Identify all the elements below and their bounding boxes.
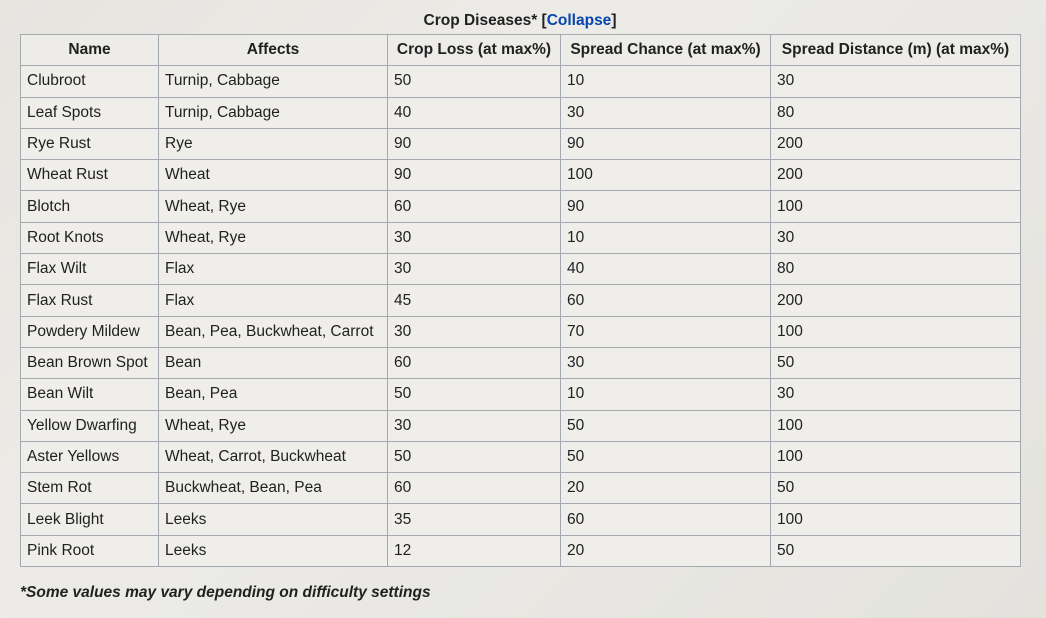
cell-affects: Bean, Pea: [159, 379, 388, 410]
cell-spread-chance: 30: [561, 347, 771, 378]
cell-affects: Rye: [159, 128, 388, 159]
cell-name: Pink Root: [21, 535, 159, 566]
cell-spread-chance: 60: [561, 504, 771, 535]
cell-spread-distance: 100: [771, 316, 1021, 347]
cell-name: Wheat Rust: [21, 160, 159, 191]
cell-crop-loss: 40: [388, 97, 561, 128]
cell-affects: Turnip, Cabbage: [159, 66, 388, 97]
table-row: [21, 285, 1021, 316]
cell-affects: Wheat, Rye: [159, 410, 388, 441]
cell-crop-loss: 90: [388, 160, 561, 191]
cell-name: Leek Blight: [21, 504, 159, 535]
cell-spread-distance: 30: [771, 379, 1021, 410]
cell-name: Bean Brown Spot: [21, 347, 159, 378]
header-spread-chance: Spread Chance (at max%): [561, 35, 771, 66]
table-row: [21, 222, 1021, 253]
cell-spread-chance: 70: [561, 316, 771, 347]
header-affects: Affects: [159, 35, 388, 66]
cell-name: Bean Wilt: [21, 379, 159, 410]
table-row: [21, 316, 1021, 347]
cell-spread-chance: 90: [561, 128, 771, 159]
cell-crop-loss: 30: [388, 254, 561, 285]
cell-crop-loss: 60: [388, 473, 561, 504]
cell-spread-chance: 50: [561, 410, 771, 441]
table-row: [21, 504, 1021, 535]
cell-name: Yellow Dwarfing: [21, 410, 159, 441]
table-row: [21, 191, 1021, 222]
cell-affects: Wheat, Rye: [159, 222, 388, 253]
header-spread-distance: Spread Distance (m) (at max%): [771, 35, 1021, 66]
cell-spread-distance: 100: [771, 441, 1021, 472]
cell-affects: Flax: [159, 285, 388, 316]
table-row: [21, 410, 1021, 441]
cell-name: Powdery Mildew: [21, 316, 159, 347]
cell-spread-chance: 40: [561, 254, 771, 285]
table-row: [21, 535, 1021, 566]
cell-crop-loss: 35: [388, 504, 561, 535]
header-crop-loss: Crop Loss (at max%): [388, 35, 561, 66]
cell-name: Aster Yellows: [21, 441, 159, 472]
cell-spread-chance: 30: [561, 97, 771, 128]
cell-spread-distance: 50: [771, 347, 1021, 378]
cell-affects: Flax: [159, 254, 388, 285]
cell-spread-distance: 80: [771, 97, 1021, 128]
table-row: [21, 128, 1021, 159]
table-header-row: [21, 35, 1021, 66]
cell-spread-distance: 80: [771, 254, 1021, 285]
cell-name: Flax Rust: [21, 285, 159, 316]
bracket-open: [: [537, 12, 547, 29]
cell-affects: Bean: [159, 347, 388, 378]
cell-name: Leaf Spots: [21, 97, 159, 128]
cell-affects: Bean, Pea, Buckwheat, Carrot: [159, 316, 388, 347]
cell-spread-distance: 50: [771, 535, 1021, 566]
cell-affects: Turnip, Cabbage: [159, 97, 388, 128]
cell-spread-distance: 100: [771, 504, 1021, 535]
cell-affects: Leeks: [159, 504, 388, 535]
cell-spread-distance: 30: [771, 222, 1021, 253]
cell-crop-loss: 30: [388, 316, 561, 347]
table-row: [21, 473, 1021, 504]
header-name: Name: [21, 35, 159, 66]
cell-spread-chance: 20: [561, 473, 771, 504]
table-caption: [20, 10, 1020, 34]
cell-crop-loss: 30: [388, 410, 561, 441]
table-title: Crop Diseases*: [423, 12, 538, 29]
cell-spread-distance: 100: [771, 410, 1021, 441]
cell-crop-loss: 50: [388, 441, 561, 472]
cell-affects: Wheat, Carrot, Buckwheat: [159, 441, 388, 472]
cell-affects: Wheat, Rye: [159, 191, 388, 222]
cell-spread-distance: 200: [771, 285, 1021, 316]
crop-diseases-table: [20, 34, 1021, 567]
table-row: [21, 379, 1021, 410]
cell-spread-chance: 10: [561, 222, 771, 253]
footnote: *Some values may vary depending on difficulty settings: [20, 584, 431, 601]
cell-spread-chance: 10: [561, 66, 771, 97]
cell-spread-distance: 200: [771, 160, 1021, 191]
cell-spread-distance: 30: [771, 66, 1021, 97]
cell-affects: Leeks: [159, 535, 388, 566]
table-row: [21, 97, 1021, 128]
cell-spread-chance: 60: [561, 285, 771, 316]
cell-spread-chance: 10: [561, 379, 771, 410]
cell-spread-chance: 90: [561, 191, 771, 222]
cell-name: Rye Rust: [21, 128, 159, 159]
cell-crop-loss: 60: [388, 191, 561, 222]
cell-spread-distance: 200: [771, 128, 1021, 159]
table-row: [21, 160, 1021, 191]
cell-crop-loss: 60: [388, 347, 561, 378]
cell-crop-loss: 12: [388, 535, 561, 566]
bracket-close: ]: [611, 12, 617, 29]
cell-spread-chance: 50: [561, 441, 771, 472]
cell-spread-chance: 100: [561, 160, 771, 191]
cell-spread-distance: 50: [771, 473, 1021, 504]
cell-affects: Wheat: [159, 160, 388, 191]
cell-name: Root Knots: [21, 222, 159, 253]
crop-diseases-table-container: [20, 10, 1020, 567]
cell-spread-chance: 20: [561, 535, 771, 566]
table-row: [21, 441, 1021, 472]
cell-crop-loss: 90: [388, 128, 561, 159]
cell-crop-loss: 50: [388, 66, 561, 97]
cell-name: Clubroot: [21, 66, 159, 97]
collapse-link[interactable]: Collapse: [546, 12, 612, 29]
cell-name: Blotch: [21, 191, 159, 222]
cell-name: Flax Wilt: [21, 254, 159, 285]
cell-crop-loss: 45: [388, 285, 561, 316]
table-row: [21, 347, 1021, 378]
cell-affects: Buckwheat, Bean, Pea: [159, 473, 388, 504]
cell-crop-loss: 50: [388, 379, 561, 410]
table-row: [21, 254, 1021, 285]
cell-crop-loss: 30: [388, 222, 561, 253]
table-row: [21, 66, 1021, 97]
cell-spread-distance: 100: [771, 191, 1021, 222]
cell-name: Stem Rot: [21, 473, 159, 504]
